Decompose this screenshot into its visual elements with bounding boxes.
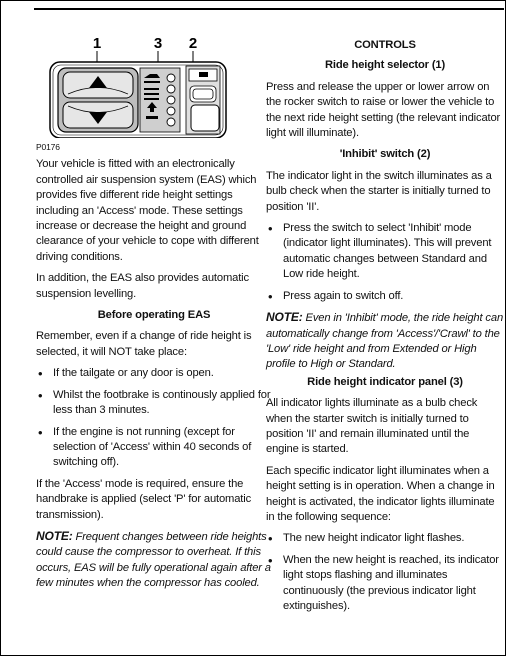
note-text: Frequent changes between ride heights could cause the compressor to overheat. If this occurs, EAS will be fully operational again after a few minutes when the compressor has cooled. [36,530,271,590]
left-column [36,38,272,598]
list-item: • Whilst the footbrake is continously applied for less than 3 minutes. [36,388,272,419]
compressor-note [36,529,272,592]
indicator-light-2 [167,85,175,93]
indicator-light-5 [167,118,175,126]
access-mode-paragraph: If the 'Access' mode is required, ensure the handbrake is applied (select 'P' for automatic transmission). [36,477,252,521]
callout-1: 1 [92,38,102,52]
remember-paragraph: Remember, even if a change of ride height is selected, it will NOT take place: [36,330,252,358]
ride-height-selector-heading: Ride height selector (1) [324,59,446,72]
callout-3: 3 [153,38,163,52]
note-label: NOTE: [36,528,73,543]
note-text: Even in 'Inhibit' mode, the ride height can automatically change from 'Access'/'Crawl' to the 'Low' ride height and from Extended or High profile to High or Standard. [266,312,504,371]
list-item: • When the new height is reached, its indicator light stops flashing and illuminates continuously (the previous indicator light extinguishes). [266,553,504,615]
indicator-light-1 [167,74,175,82]
list-item: • If the engine is not running (except for selection of 'Access' within 40 seconds of switching off). [36,425,272,471]
ride-height-selector-text: Press and release the upper or lower arrow on the rocker switch to raise or lower the vehicle to the next ride height setting (the relevant indicator light will illuminate). [266,80,501,140]
list-item: • The new height indicator light flashes. [266,531,504,546]
callout-2: 2 [188,38,198,52]
intro-paragraph: Your vehicle is fitted with an electronically controlled air suspension system (EAS) which provides five different ride height settings including an 'Access' mode. These settings increase or decrease the height and ground clearance of your vehicle to cope with different driving conditions. [36,158,259,263]
inhibit-switch-heading: 'Inhibit' switch (2) [339,148,431,161]
indicator-light-4 [167,107,175,115]
list-item: • Press again to switch off. [266,289,504,304]
indicator-panel-heading: Ride height indicator panel (3) [307,375,463,388]
list-item: • Press the switch to select 'Inhibit' mode (indicator light illuminates). This will prevent automatic changes between Standard and Low ride height. [266,221,504,283]
levelling-paragraph: In addition, the EAS also provides automatic suspension levelling. [36,272,249,300]
list-item: • If the tailgate or any door is open. [36,366,272,381]
top-rule [34,8,504,10]
eas-control-panel-figure [36,38,272,138]
before-operating-heading: Before operating EAS [97,309,211,322]
eas-control-panel-illustration [36,38,272,138]
conditions-list [36,366,272,470]
right-column [266,38,504,620]
indicator-light-3 [167,96,175,104]
note-label: NOTE: [266,310,303,325]
inhibit-list [266,221,504,304]
section-title: CONTROLS [354,39,416,51]
bulb-check-paragraph: All indicator lights illuminate as a bulb check when the starter switch is initially turned to position 'II' and remain illuminated until the engine is started. [266,397,478,456]
sequence-list [266,531,504,614]
sequence-paragraph: Each specific indicator light illuminates when a height setting is in operation. When a change in height is activated, the indicator lights illuminate in the following sequence: [266,464,495,523]
figure-caption: P0176 [36,142,60,152]
inhibit-note [266,310,504,373]
inhibit-switch-text: The indicator light in the switch illuminates as a bulb check when the starter is initially turned to position 'II'. [266,169,492,213]
